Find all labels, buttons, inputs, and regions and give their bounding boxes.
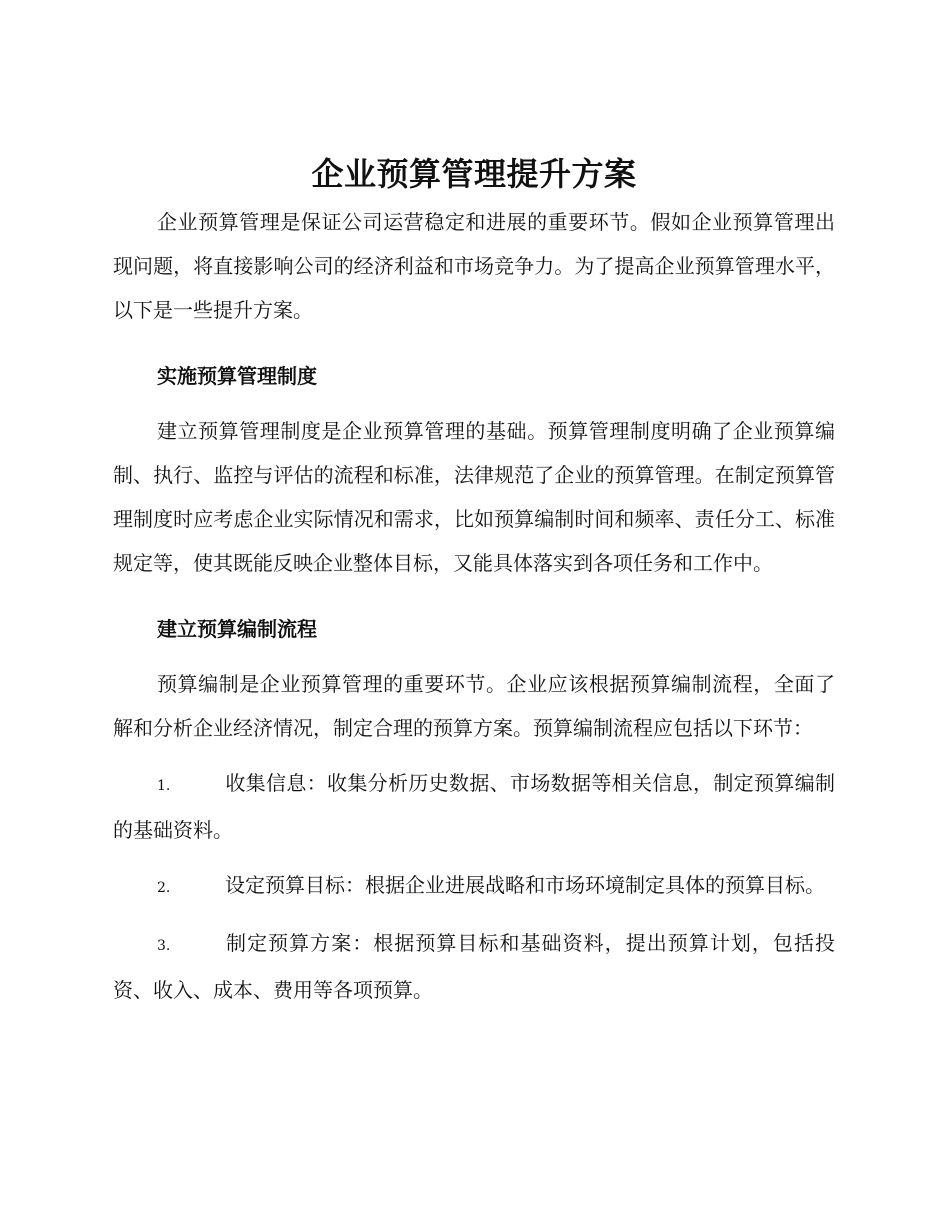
document-title: 企业预算管理提升方案: [311, 155, 637, 193]
list-number: 1.: [157, 778, 171, 794]
list-item-1: [113, 761, 835, 852]
spacer: [113, 585, 835, 596]
list-number: 3.: [157, 938, 171, 954]
document-page: [113, 148, 835, 1012]
section-heading-2: 建立预算编制流程: [157, 617, 317, 641]
list-text: 收集信息：收集分析历史数据、市场数据等相关信息，制定预算编制的基础资料。: [113, 771, 835, 842]
list-text: 制定预算方案：根据预算目标和基础资料，提出预算计划，包括投资、收入、成本、费用等各项预算。: [113, 931, 835, 1002]
intro-paragraph: 企业预算管理是保证公司运营稳定和进展的重要环节。假如企业预算管理出现问题，将直接影响公司的经济利益和市场竞争力。为了提高企业预算管理水平，以下是一些提升方案。: [113, 210, 835, 322]
list-item-2: [113, 863, 835, 910]
list-item-3: [113, 921, 835, 1012]
section-heading-1: 实施预算管理制度: [157, 364, 317, 388]
section-body-2: 预算编制是企业预算管理的重要环节。企业应该根据预算编制流程，全面了解和分析企业经济情况，制定合理的预算方案。预算编制流程应包括以下环节：: [113, 672, 835, 740]
list-text: 设定预算目标：根据企业进展战略和市场环境制定具体的预算目标。: [225, 873, 825, 897]
spacer: [113, 332, 835, 343]
section-body-1: 建立预算管理制度是企业预算管理的基础。预算管理制度明确了企业预算编制、执行、监控与评估的流程和标准，法律规范了企业的预算管理。在制定预算管理制度时应考虑企业实际情况和需求，比如预算编制时间和频率、责任分工、标准规定等，使其既能反映企业整体目标，又能具体落实到各项任务和工作中。: [113, 419, 835, 575]
list-number: 2.: [157, 880, 171, 896]
